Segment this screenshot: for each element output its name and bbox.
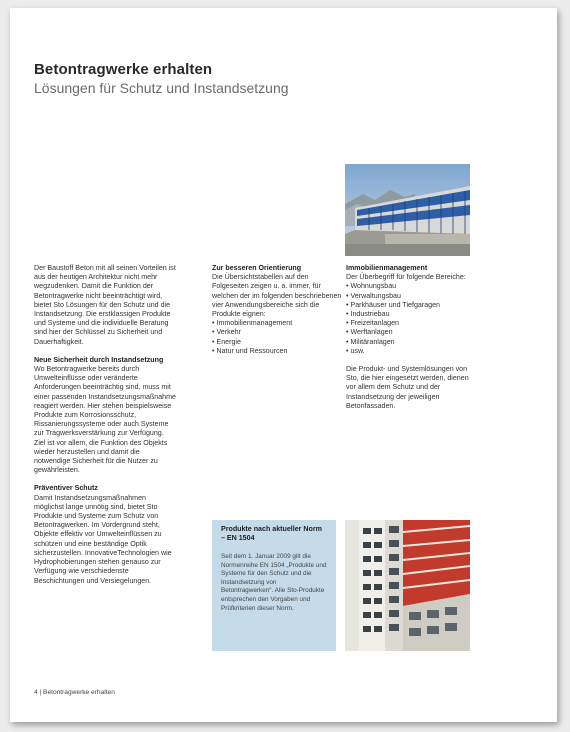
list-item: • Militäranlagen	[346, 338, 474, 347]
real-estate-text: Der Überbegriff für folgende Bereiche:	[346, 273, 466, 282]
list-item: • Immobilienmanagement	[212, 319, 342, 328]
real-estate-heading: Immobilienmanagement	[346, 264, 428, 272]
column-orientation	[212, 264, 342, 356]
list-item: • Natur und Ressourcen	[212, 347, 342, 356]
column-real-estate	[346, 264, 474, 411]
intro-paragraph: Der Baustoff Beton mit all seinen Vorteilen ist aus der heutigen Architektur nicht mehr wegzudenken. Damit die Funktion der Betontragwerke nicht beeinträchtigt wird, bietet Sto Lösungen für den Schutz und die Instandsetzung. Die erstklassigen Produkte und Systeme und die individuelle Beratung sind hier der Schlüssel zu Sicherheit und Dauerhaftigkeit.	[34, 264, 176, 346]
list-item: • Wohnungsbau	[346, 282, 474, 291]
list-item: • Verkehr	[212, 328, 342, 337]
list-item: • Industriebau	[346, 310, 474, 319]
column-intro	[34, 264, 176, 586]
orientation-text: Die Übersichtstabellen auf den Folgeseiten zeigen u. a. immer, für welchen der im folgenden beschriebenen vier Anwendungsbereiche sich die Produkte eignen:	[212, 273, 342, 319]
real-estate-list	[346, 282, 474, 356]
residential-tower-photo	[345, 520, 470, 651]
norm-info-box	[212, 520, 336, 651]
list-item: • Energie	[212, 338, 342, 347]
section-text-new-safety: Wo Betontragwerke bereits durch Umwelteinflüsse oder veränderte Anforderungen beeinträchtig sind, muss mit einer passenden Instandsetzungsmaßnahme reagiert werden. Hier stehen beispielsweise Produkte zum Korrosionsschutz, Rissanierungssysteme oder auch Systeme zur Tragwerksverstärkung zur Verfügung. Ziel ist vor allem, die Funktion des Objekts wieder herzustellen und damit die notwendige Sicherheit für die Nutzer zu gewährleisten.	[34, 365, 176, 475]
section-heading-new-safety: Neue Sicherheit durch Instandsetzung	[34, 355, 164, 364]
industrial-building-photo	[345, 164, 470, 256]
page-footer: 4 | Betontragwerke erhalten	[34, 689, 115, 696]
norm-box-heading: Produkte nach aktueller Norm – EN 1504	[221, 525, 322, 542]
page-subtitle: Lösungen für Schutz und Instandsetzung	[34, 80, 289, 96]
list-item: • Parkhäuser und Tiefgaragen	[346, 301, 474, 310]
real-estate-closing: Die Produkt- und Systemlösungen von Sto, die hier eingesetzt werden, dienen vor allem dem Schutz und der Instandsetzung der jeweiligen Betonfassaden.	[346, 365, 469, 410]
list-item: • Freizeitanlagen	[346, 319, 474, 328]
list-item: • Werftanlagen	[346, 328, 474, 337]
section-text-preventive: Damit Instandsetzungsmaßnahmen möglichst lange unnötig sind, bietet Sto Produkte und Systeme zum Schutz von Betontragwerken. Im Vordergrund steht, Objekte effektiv vor Umwelteinflüssen zu schützen und eine beständige Optik sicherzustellen. InnovativeTechnologien wie Hydrophobierungen stehen genauso zur Verfügung wie verschiedenste Beschichtungen und Versiegelungen.	[34, 493, 172, 585]
list-item: • Verwaltungsbau	[346, 292, 474, 301]
page-title: Betontragwerke erhalten	[34, 61, 213, 78]
norm-box-text: Seit dem 1. Januar 2009 gilt die Normenreihe EN 1504 „Produkte und Systeme für den Schutz und die Instandsetzung von Betontragwerken“. Alle Sto-Produkte entsprechen den Vorgaben und Prüfkriterien dieser Norm.	[221, 553, 327, 612]
application-areas-list	[212, 319, 342, 356]
list-item: • usw.	[346, 347, 474, 356]
section-heading-preventive: Präventiver Schutz	[34, 484, 98, 493]
orientation-heading: Zur besseren Orientierung	[212, 264, 302, 272]
